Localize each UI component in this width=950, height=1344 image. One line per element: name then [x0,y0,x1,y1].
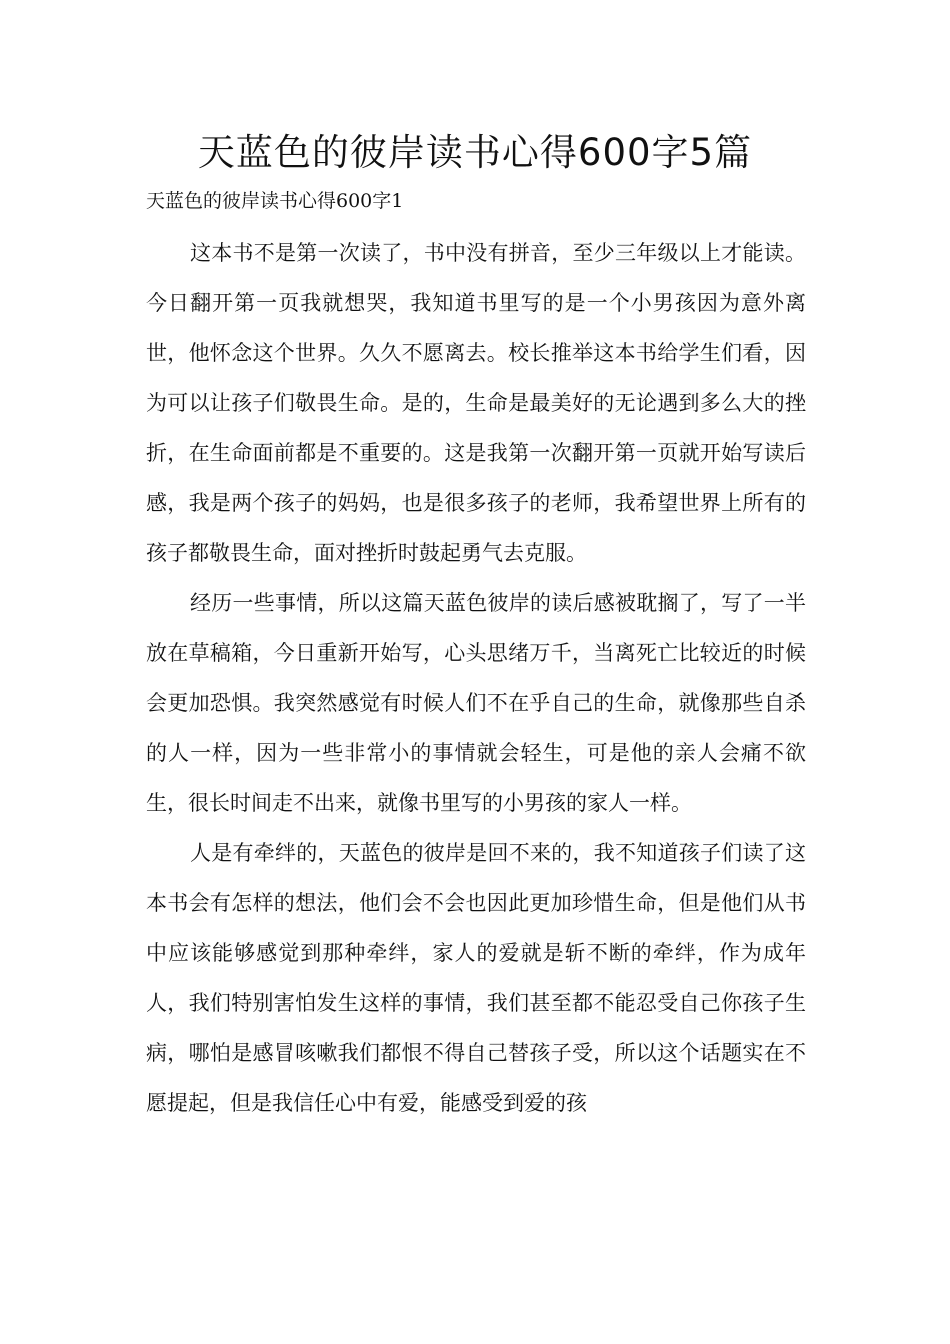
paragraph-2: 经历一些事情，所以这篇天蓝色彼岸的读后感被耽搁了，写了一半放在草稿箱，今日重新开始写，心头思绪万千，当离死亡比较近的时候会更加恐惧。我突然感觉有时候人们不在乎自己的生命，就像那些自杀的人一样，因为一些非常小的事情就会轻生，可是他的亲人会痛不欲生，很长时间走不出来，就像书里写的小男孩的家人一样。 [146,591,806,815]
paragraph-1: 这本书不是第一次读了，书中没有拼音，至少三年级以上才能读。今日翻开第一页我就想哭，我知道书里写的是一个小男孩因为意外离世，他怀念这个世界。久久不愿离去。校长推举这本书给学生们看，因为可以让孩子们敬畏生命。是的，生命是最美好的无论遇到多么大的挫折，在生命面前都是不重要的。这是我第一次翻开第一页就开始写读后感，我是两个孩子的妈妈，也是很多孩子的老师，我希望世界上所有的孩子都敬畏生命，面对挫折时鼓起勇气去克服。 [146,241,806,565]
paragraph-3: 人是有牵绊的，天蓝色的彼岸是回不来的，我不知道孩子们读了这本书会有怎样的想法，他们会不会也因此更加珍惜生命，但是他们从书中应该能够感觉到那种牵绊，家人的爱就是斩不断的牵绊，作为成年人，我们特别害怕发生这样的事情，我们甚至都不能忍受自己你孩子生病，哪怕是感冒咳嗽我们都恨不得自己替孩子受，所以这个话题实在不愿提起，但是我信任心中有爱，能感受到爱的孩 [146,841,806,1115]
document-title: 天蓝色的彼岸读书心得600字5篇 [197,131,753,174]
section-heading: 天蓝色的彼岸读书心得600字1 [146,190,404,212]
article-body [146,228,806,1128]
